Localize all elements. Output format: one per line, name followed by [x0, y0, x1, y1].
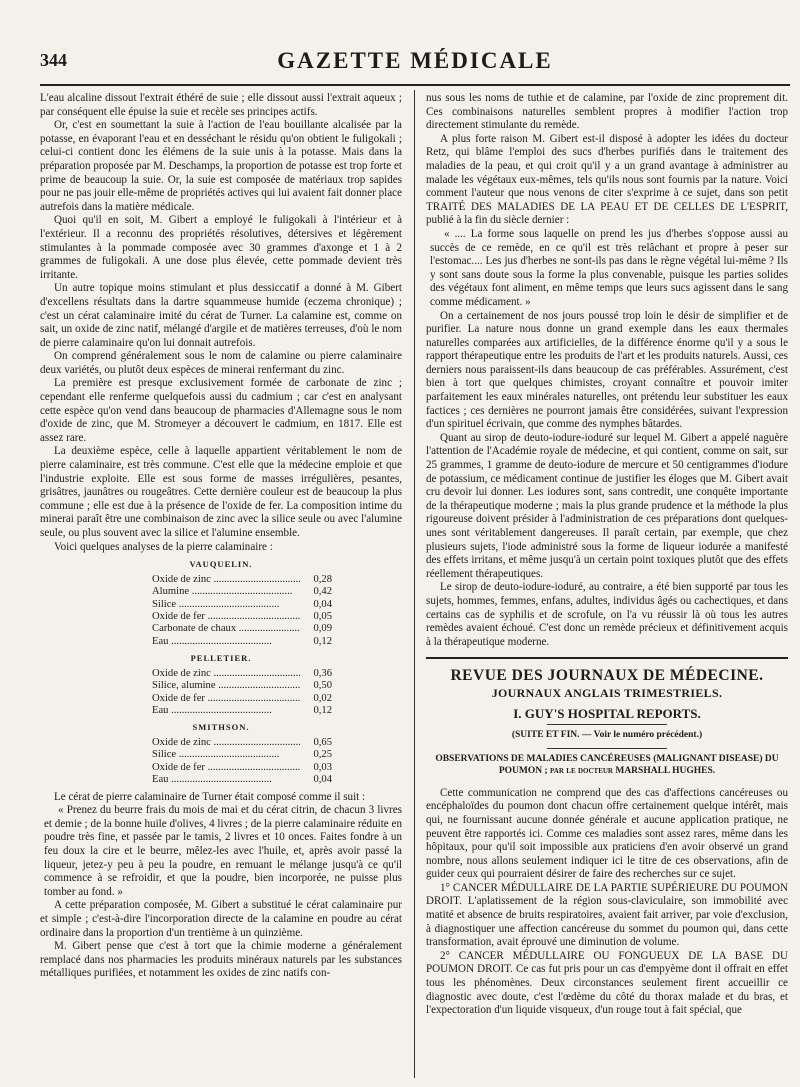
paragraph: Le cérat de pierre calaminaire de Turner était composé comme il suit : — [54, 790, 366, 803]
analysis-author: PELLETIER. — [190, 653, 252, 664]
analysis-row: Alumine ..... 0,42 — [152, 586, 332, 598]
analysis-row: Oxide de zinc ..... 0,65 — [152, 737, 332, 749]
paragraph: Voici quelques analyses de la pierre calaminaire : — [54, 540, 273, 553]
analysis-row: Carbonate de chaux ..... 0,09 — [152, 623, 332, 635]
article-title: OBSERVATIONS DE MALADIES CANCÉREUSES (MALIGNANT DISEASE) DU POUMON ; par le docteur MARSHALL HUGHES. — [435, 753, 779, 776]
paragraph: A cette préparation composée, M. Gibert a substitué le cérat calaminaire pur et simple ; c'est-à-dire l'incorporation directe de la calamine en poudre au cérat ordinaire dans la proportion d'un trentième à un quinzième. — [40, 899, 402, 939]
paragraph: On comprend généralement sous le nom de calamine ou pierre calaminaire deux variétés, ou plutôt deux espèces de minerai renfermant du zinc. — [40, 350, 402, 376]
section-title: REVUE DES JOURNAUX DE MÉDECINE. — [450, 667, 764, 685]
journal-title: GAZETTE MÉDICALE — [277, 48, 553, 73]
left-column — [40, 92, 402, 1077]
newspaper-page — [40, 48, 790, 1078]
paragraph: Le sirop de deuto-iodure-ioduré, au contraire, a été bien supporté par tous les sujets, hommes, femmes, enfans, adultes, individus âgés ou cachectiques, et dans certains cas de syphilis et de scrofule, on l'a vu réussir là où tous les autres remèdes avaient échoué. C'est donc un remède précieux et définitivement acquis à la thérapeutique moderne. — [426, 581, 788, 648]
section-rule — [426, 657, 788, 659]
analysis-pelletier — [40, 652, 402, 717]
analysis-row: Silice ..... 0,25 — [152, 749, 332, 761]
analysis-row: Eau ..... 0,04 — [152, 774, 332, 786]
paragraph: Or, c'est en soumettant la suie à l'action de l'eau bouillante alcalisée par la potasse, en évaporant l'eau et en desséchant le résidu qu'on obtient le fuligokali ; celui-ci contient donc les élémens de la suie unis à la potasse. Mais dans la préparation proposée par M. Deschamps, la proportion de potasse est trop forte et prime de beaucoup la suie. Or, la suie est composée de matériaux trop sapides pour ne pas jouir elle-même de propriétés actives qui lui avaient fait donner place autrefois dans la matière médicale. — [40, 119, 402, 213]
header-rule — [40, 84, 790, 86]
paragraph: On a certainement de nos jours poussé trop loin le désir de simplifier et de purifier. La nature nous donne un grand exemple dans les eaux thermales naturelles comparées aux artificielles, de la différence énorme qu'il y a sous le rapport thérapeutique entre les produits de l'art et les produits naturels. Aussi, ces derniers nous paraissent-ils dans beaucoup de cas préférables. Assurément, c'est bien à tort que quelques chimistes, croyant connaître et pouvoir imiter parfaitement les eaux minérales naturelles, ont prétendu leur substituer les eaux factices ; ces dernières ne pourront jamais être considérées, suivant l'expression d'un spirituel écrivain, que comme des nymphes bâtardes. — [426, 309, 788, 431]
analysis-smithson — [40, 721, 402, 786]
paragraph: 2° CANCER MÉDULLAIRE OU FONGUEUX DE LA BASE DU POUMON DROIT. Ce cas fut pris pour un cas d'empyème dont il offrait en effet tous les phénomènes. Deux circonstances seulement firent accueillir ce diagnostic avec doute, c'est l'œdème du côté du thorax malade et du bras, et l'expectoration d'un liquide visqueux, d'un rouge tout à fait spécial, que — [426, 949, 788, 1017]
section-subtitle-2: I. GUY'S HOSPITAL REPORTS. — [513, 705, 701, 721]
analysis-row: Eau ..... 0,12 — [152, 705, 332, 717]
paragraph: Un autre topique moins stimulant et plus dessiccatif a donné à M. Gibert d'excellens résultats dans la dartre squammeuse humide (eczema chronique) ; c'est un cérat calaminaire imité du cérat de Turner. La calamine est, comme on sait, un oxide de zinc natif, mélangé d'argile et de matières terreuses, d'où le nom de pierre calaminaire qu'on lui donnait autrefois. — [40, 282, 402, 349]
analysis-row: Silice, alumine ..... 0,50 — [152, 680, 332, 692]
column-divider — [414, 90, 415, 1078]
quotation: « .... La forme sous laquelle on prend les jus d'herbes s'oppose aussi au succès de ce remède, en ce qu'il est très relâchant et propre à peser sur l'estomac.... Les jus d'herbes ne sont-ils pas dans le règne végétal lui-même ? Ils y sont sans doute sous la forme la plus convenable, puisque les parties solides des végétaux font aliment, en même temps que leurs sucs agissent dans le sang comme médicament. » — [430, 227, 788, 308]
section-note: (SUITE ET FIN. — Voir le numéro précédent.) — [511, 730, 703, 741]
analysis-author: SMITHSON. — [192, 722, 250, 733]
right-column — [426, 92, 788, 1077]
analysis-row: Oxide de zinc ..... 0,28 — [152, 574, 332, 586]
paragraph: La première est presque exclusivement formée de carbonate de zinc ; cependant elle renferme quelquefois aussi du cadmium ; car c'est en analysant cette espèce qu'on vend dans beaucoup de pharmacies d'Allemagne sous le nom d'oxide de zinc, que M. Stromeyer a découvert le cadmium, en 1817. Elle est assez rare. — [40, 377, 402, 444]
paragraph: L'eau alcaline dissout l'extrait éthéré de suie ; elle dissout aussi l'extrait aqueux ; par conséquent elle épuise la suie et recèle ses principes actifs. — [40, 92, 402, 118]
paragraph: La deuxième espèce, celle à laquelle appartient véritablement le nom de pierre calaminaire, est très commune. C'est elle que la médecine emploie et que l'industrie exploite. Elle est sous forme de masses irrégulières, pesantes, grisâtres, jaunâtres ou rougeâtres. Cette dernière couleur est de beaucoup la plus commune ; elle est due à la présence de l'oxide de fer. La composition intime du minerai paraît être une combinaison de zinc avec la silice seule ou avec l'alumine seule, ou plus souvent avec la silice et l'alumine ensemble. — [40, 445, 402, 539]
small-rule — [547, 748, 667, 749]
quotation: « Prenez du beurre frais du mois de mai et du cérat citrin, de chacun 3 livres et demie ; de la bonne huile d'olives, 4 livres ; de la pierre calaminaire réduite en poudre très fine, et passée par le tamis, 2 livres et 10 onces. Faites fondre à un feu doux la cire et le beurre, mêlez-les avec l'huile, et, après avoir passé la liqueur, jetez-y peu à peu la poudre, en remuant le mélange jusqu'à ce qu'il commence à se refroidir, et que la poudre, bien incorporée, ne puisse plus tomber au fond. » — [44, 804, 402, 898]
paragraph: 1° CANCER MÉDULLAIRE DE LA PARTIE SUPÉRIEURE DU POUMON DROIT. L'aplatissement de la région sous-claviculaire, son immobilité avec matité et absence de bruits respiratoires, avaient fait arriver, par voie d'exclusion, à diagnostiquer une affection cancéreuse du sommet du poumon qui, dans cette transformation, avait éprouvé une diminution de volume. — [426, 881, 788, 949]
analysis-row: Eau ..... 0,12 — [152, 636, 332, 648]
analysis-row: Oxide de zinc ..... 0,36 — [152, 668, 332, 680]
paragraph: Quoi qu'il en soit, M. Gibert a employé le fuligokali à l'intérieur et à l'extérieur. Il a reconnu des propriétés résolutives, détersives et légèrement stimulantes à la pommade composée avec 30 grammes d'axonge et 1 à 2 grammes de fuligokali. A une dose plus élevée, cette pommade devient très irritante. — [40, 214, 402, 281]
paragraph: Quant au sirop de deuto-iodure-ioduré sur lequel M. Gibert a appelé naguère l'attention de l'Académie royale de médecine, et qui contient, comme on sait, sur 25 grammes, 1 gramme de deuto-iodure de mercure et 50 centigrammes d'iodure de potassium, ce médicament continue de justifier les éloges que M. Gibert avait cru devoir lui donner. Les iodures sont, sans contredit, une conquête importante de la thérapeutique moderne ; mais la plus grande prudence et la méthode la plus rigoureuse doivent présider à l'administration de ces préparations dont quelques-unes sont véritablement dangereuses. Il paraît certain, par exemple, que chez plusieurs sujets, l'iode administré sous la forme de liqueur iodurée a manifesté des effets irritans, et même jusqu'à un certain point toxiques plutôt que des effets réellement thérapeutiques. — [426, 431, 788, 580]
page-number: 344 — [40, 50, 67, 70]
paragraph: M. Gibert pense que c'est à tort que la chimie moderne a généralement remplacé dans nos pharmacies les produits minéraux naturels par les substances métalliques purifiées, et notamment les oxides de zinc natifs con- — [40, 940, 402, 980]
section-subtitle: JOURNAUX ANGLAIS TRIMESTRIELS. — [491, 685, 723, 700]
analysis-author: VAUQUELIN. — [189, 559, 253, 570]
paragraph: nus sous les noms de tuthie et de calamine, par l'oxide de zinc proprement dit. Ces combinaisons naturelles semblent propres à modifier l'action trop directement stimulante du remède. — [426, 92, 788, 132]
page-header — [40, 48, 790, 82]
paragraph: Cette communication ne comprend que des cas d'affections cancéreuses ou encéphaloïdes du poumon dont chacun offre certainement quelque intérêt, mais qui, ne fournissant aucune donnée générale et aucune application pratique, ne peuvent être rapportés ici. Comme ces maladies sont assez rares, même dans les hôpitaux, pour qu'il soit impossible aux praticiens d'en avoir observé un grand nombre, nous allons seulement indiquer ici le titre de ces observations, afin de guider ceux qui pourraient désirer de faire des recherches sur ce sujet. — [426, 786, 788, 881]
analysis-row: Oxide de fer ..... 0,02 — [152, 693, 332, 705]
analysis-row: Oxide de fer ..... 0,05 — [152, 611, 332, 623]
small-rule — [547, 724, 667, 725]
paragraph: A plus forte raison M. Gibert est-il disposé à adopter les idées du docteur Retz, qui blâme l'emploi des sucs d'herbes purifiés dans le traitement des maladies de la peau, et qui croit qu'il y a un grand avantage à administrer au malade les végétaux eux-mêmes, tels qu'ils nous sont fournis par la nature. Voici comment l'auteur que nous venons de citer s'exprime à ce sujet, dans son petit TRAITÉ DES MALADIES DE LA PEAU ET DE CELLES DE L'ESPRIT, publié à la fin du siècle dernier : — [426, 132, 788, 227]
analysis-row: Oxide de fer ..... 0,03 — [152, 762, 332, 774]
analysis-vauquelin — [40, 558, 402, 648]
analysis-row: Silice ..... 0,04 — [152, 599, 332, 611]
